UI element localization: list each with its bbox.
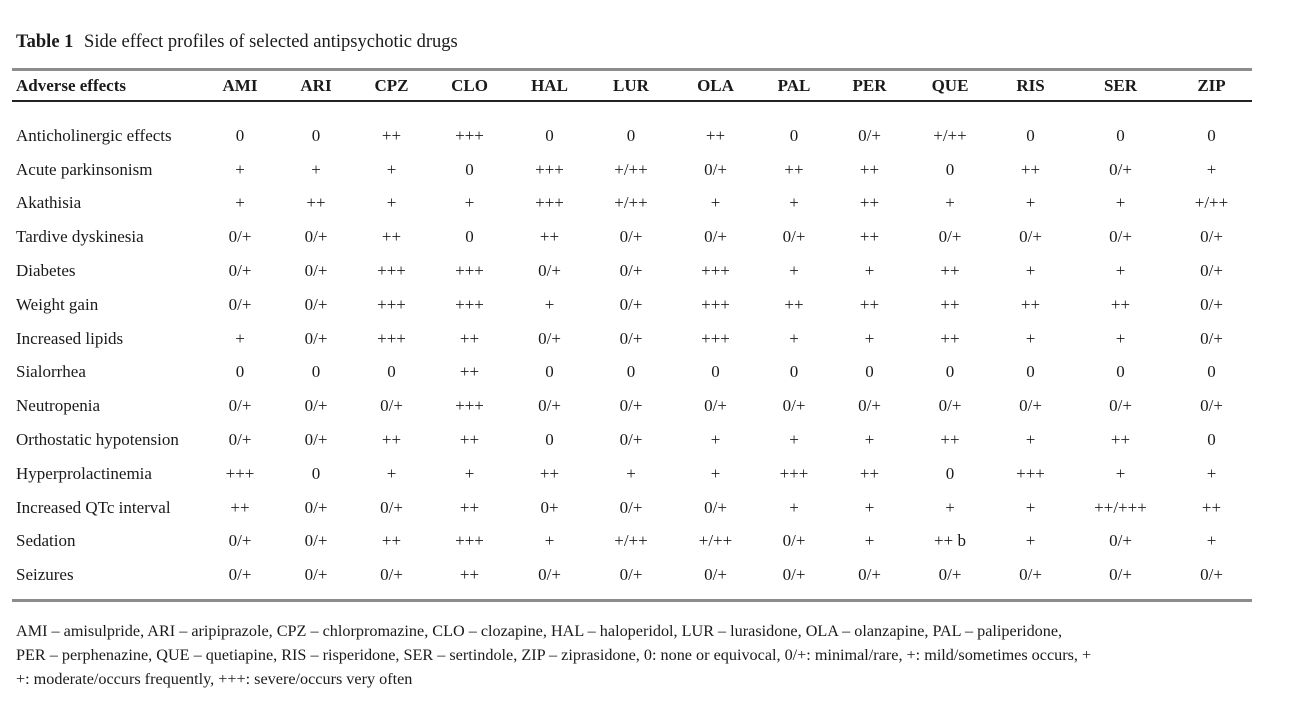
- rating-cell: 0/+: [1019, 396, 1042, 416]
- rating-cell: ++: [230, 497, 250, 517]
- rating-cell: ++: [940, 261, 960, 281]
- rating-cell: +: [386, 159, 397, 179]
- rating-cell: 0/+: [228, 261, 252, 281]
- rating-cell: 0/+: [228, 227, 252, 247]
- adverse-effect-label: Neutropenia: [16, 396, 101, 416]
- rating-cell: ++: [459, 565, 480, 585]
- rating-cell: 0/+: [619, 565, 643, 585]
- table-row: [12, 389, 1252, 423]
- rating-cell: +/++: [698, 531, 733, 551]
- rating-cell: +: [864, 261, 875, 281]
- column-header-adverse-effects: Adverse effects: [16, 76, 126, 95]
- rating-cell: +: [789, 261, 799, 281]
- rating-cell: 0/+: [1109, 531, 1132, 551]
- table-row: [12, 525, 1252, 559]
- rating-cell: +++: [377, 261, 406, 281]
- rating-cell: 0/+: [704, 227, 727, 247]
- rating-cell: 0: [1207, 362, 1216, 382]
- rating-cell: +: [710, 463, 721, 483]
- rating-cell: 0: [789, 125, 799, 145]
- rating-cell: 0/+: [380, 396, 403, 416]
- table-row: [12, 288, 1252, 322]
- rating-cell: 0/+: [619, 227, 643, 247]
- adverse-effect-label: Sedation: [16, 531, 76, 551]
- rating-cell: 0/+: [704, 497, 727, 517]
- table-footnote: [16, 619, 1254, 691]
- rating-cell: 0: [945, 159, 955, 179]
- rating-cell: 0/+: [938, 396, 962, 416]
- rating-cell: 0/+: [704, 159, 727, 179]
- rating-cell: 0: [945, 362, 955, 382]
- rating-cell: 0/+: [1019, 565, 1042, 585]
- rating-cell: 0/+: [304, 565, 328, 585]
- rating-cell: +++: [455, 261, 484, 281]
- rating-cell: +: [1206, 531, 1217, 551]
- table-row: [12, 558, 1252, 592]
- rating-cell: 0/+: [782, 565, 806, 585]
- adverse-effect-label: Acute parkinsonism: [16, 159, 153, 179]
- table-row: [12, 356, 1252, 390]
- rating-cell: +++: [1016, 463, 1045, 483]
- rating-cell: 0/+: [1200, 396, 1223, 416]
- column-header-drug: OLA: [697, 76, 734, 95]
- rating-cell: +: [626, 463, 636, 483]
- rating-cell: ++: [784, 159, 804, 179]
- rating-cell: ++: [459, 362, 480, 382]
- rating-cell: 0/+: [619, 294, 643, 314]
- rating-cell: +: [1115, 193, 1126, 213]
- rating-cell: +: [235, 328, 245, 348]
- rating-cell: 0/+: [782, 531, 806, 551]
- rating-cell: 0: [235, 362, 245, 382]
- bottom-rule: [12, 599, 1252, 602]
- rating-cell: +++: [535, 159, 564, 179]
- rating-cell: 0/+: [704, 396, 727, 416]
- table-title: Side effect profiles of selected antipsychotic drugs: [84, 32, 458, 52]
- rating-cell: 0: [626, 125, 636, 145]
- footnote-line: +: moderate/occurs frequently, +++: severe/occurs very often: [16, 670, 413, 688]
- rating-cell: 0/+: [228, 430, 252, 450]
- rating-cell: +: [1025, 430, 1036, 450]
- rating-cell: 0: [626, 362, 636, 382]
- rating-cell: ++: [859, 193, 880, 213]
- rating-cell: ++: [1201, 497, 1222, 517]
- adverse-effect-label: Increased lipids: [16, 328, 124, 348]
- rating-cell: 0/+: [1200, 328, 1223, 348]
- rating-cell: ++: [381, 430, 402, 450]
- rating-cell: +++: [779, 463, 809, 483]
- rating-cell: ++: [459, 497, 480, 517]
- rating-cell: +: [464, 463, 475, 483]
- column-header-drug: ZIP: [1197, 76, 1226, 95]
- rating-cell: 0/+: [704, 565, 727, 585]
- rating-cell: +: [1115, 463, 1126, 483]
- rating-cell: +++: [701, 328, 730, 348]
- rating-cell: 0: [465, 159, 474, 179]
- table-caption: [16, 32, 458, 53]
- rating-cell: 0/+: [228, 294, 252, 314]
- rating-cell: 0/+: [619, 497, 643, 517]
- rating-cell: 0/+: [782, 396, 806, 416]
- rating-cell: 0/+: [1109, 227, 1132, 247]
- column-header-drug: PAL: [777, 76, 811, 95]
- rating-cell: +++: [455, 396, 484, 416]
- column-header-drug: CPZ: [374, 76, 409, 95]
- rating-cell: +: [544, 531, 555, 551]
- rating-cell: +: [864, 430, 875, 450]
- rating-cell: 0+: [540, 497, 559, 517]
- rating-cell: ++: [459, 328, 480, 348]
- adverse-effect-label: Increased QTc interval: [16, 497, 171, 517]
- adverse-effect-label: Sialorrhea: [16, 362, 86, 382]
- rating-cell: 0/+: [858, 565, 881, 585]
- rating-cell: +: [1025, 261, 1036, 281]
- rating-cell: 0/+: [380, 497, 403, 517]
- rating-cell: 0/+: [619, 396, 643, 416]
- rating-cell: 0/+: [304, 294, 328, 314]
- rating-cell: 0/+: [619, 328, 643, 348]
- rating-cell: ++/+++: [1094, 497, 1147, 517]
- rating-cell: ++: [859, 227, 880, 247]
- rating-cell: +: [1025, 497, 1036, 517]
- rating-cell: +: [1115, 261, 1126, 281]
- rating-cell: 0: [545, 125, 554, 145]
- rating-cell: +: [311, 159, 321, 179]
- rating-cell: +: [1206, 159, 1217, 179]
- table-body: [12, 100, 1252, 592]
- rating-cell: +: [1206, 463, 1217, 483]
- rating-cell: +: [864, 328, 875, 348]
- rating-cell: 0/+: [858, 396, 881, 416]
- table-row: [12, 119, 1252, 153]
- rating-cell: 0: [545, 430, 554, 450]
- rating-cell: 0: [311, 362, 321, 382]
- rating-cell: +: [864, 497, 875, 517]
- rating-cell: ++: [306, 193, 326, 213]
- rating-cell: 0/+: [1109, 396, 1132, 416]
- rating-cell: 0/+: [304, 396, 328, 416]
- rating-cell: +: [464, 193, 475, 213]
- adverse-effect-label: Anticholinergic effects: [16, 125, 172, 145]
- rating-cell: 0: [545, 362, 554, 382]
- table-row: [12, 187, 1252, 221]
- rating-cell: ++: [940, 294, 960, 314]
- rating-cell: 0/+: [304, 430, 328, 450]
- rating-cell: 0/+: [782, 227, 806, 247]
- rating-cell: +/++: [614, 159, 648, 179]
- rating-cell: +++: [701, 261, 730, 281]
- rating-cell: ++: [381, 531, 402, 551]
- rating-cell: ++: [859, 159, 880, 179]
- table-row: [12, 457, 1252, 491]
- rating-cell: +: [864, 531, 875, 551]
- footnote-line: AMI – amisulpride, ARI – aripiprazole, CPZ – chlorpromazine, CLO – clozapine, HAL – haloperidol, LUR – lurasidone, OLA – olanzapine, PAL – paliperidone,: [16, 622, 1063, 640]
- rating-cell: +++: [377, 294, 406, 314]
- rating-cell: +: [710, 193, 721, 213]
- rating-cell: ++: [784, 294, 804, 314]
- rating-cell: ++: [705, 125, 726, 145]
- rating-cell: 0/+: [380, 565, 403, 585]
- rating-cell: ++: [1110, 294, 1131, 314]
- adverse-effect-label: Seizures: [16, 565, 74, 585]
- table-row: [12, 491, 1252, 525]
- rating-cell: ++: [459, 430, 480, 450]
- rating-cell: +: [235, 193, 245, 213]
- rating-cell: 0: [465, 227, 474, 247]
- rating-cell: 0/+: [538, 396, 561, 416]
- rating-cell: 0/+: [304, 531, 328, 551]
- rating-cell: 0/+: [1019, 227, 1042, 247]
- rating-cell: +: [1025, 193, 1036, 213]
- rating-cell: 0: [945, 463, 955, 483]
- column-header-drug: AMI: [222, 76, 258, 95]
- rating-cell: 0/+: [619, 430, 643, 450]
- rating-cell: 0: [1026, 125, 1035, 145]
- footnote-line: PER – perphenazine, QUE – quetiapine, RIS – risperidone, SER – sertindole, ZIP – ziprasidone, 0: none or equivocal, 0/+: minimal/rare, +: mild/sometimes occurs, +: [16, 646, 1092, 664]
- rating-cell: ++: [940, 328, 960, 348]
- rating-cell: 0/+: [1200, 227, 1223, 247]
- rating-cell: 0/+: [228, 565, 252, 585]
- rating-cell: 0: [311, 125, 321, 145]
- table-row: [12, 254, 1252, 288]
- rating-cell: 0/+: [1200, 565, 1223, 585]
- column-header-drug: ARI: [300, 76, 332, 95]
- rating-cell: +++: [455, 531, 484, 551]
- column-header-drug: PER: [852, 76, 887, 95]
- adverse-effect-label: Orthostatic hypotension: [16, 430, 179, 450]
- rating-cell: +++: [225, 463, 255, 483]
- table-row: [12, 322, 1252, 356]
- rating-cell: +: [235, 159, 245, 179]
- rating-cell: ++: [859, 463, 880, 483]
- header-row: [12, 72, 1252, 100]
- rating-cell: +: [1025, 328, 1036, 348]
- rating-cell: 0/+: [619, 261, 643, 281]
- rating-cell: 0/+: [1109, 565, 1132, 585]
- rating-cell: 0: [711, 362, 720, 382]
- rating-cell: +++: [377, 328, 406, 348]
- rating-cell: 0/+: [304, 261, 328, 281]
- rating-cell: 0/+: [938, 565, 962, 585]
- rating-cell: 0/+: [228, 531, 252, 551]
- adverse-effect-label: Tardive dyskinesia: [16, 227, 144, 247]
- table-row: [12, 153, 1252, 187]
- rating-cell: ++: [381, 227, 402, 247]
- column-header-drug: RIS: [1016, 76, 1045, 95]
- rating-cell: +: [789, 430, 799, 450]
- side-effects-table: [12, 72, 1252, 592]
- rating-cell: 0/+: [538, 565, 561, 585]
- rating-cell: +: [544, 294, 555, 314]
- table-row: [12, 220, 1252, 254]
- rating-cell: ++: [381, 125, 402, 145]
- table-label: Table 1: [16, 32, 74, 52]
- rating-cell: 0/+: [1200, 294, 1223, 314]
- rating-cell: +: [386, 463, 397, 483]
- header-spacer: [12, 100, 1252, 119]
- rating-cell: +: [1115, 328, 1126, 348]
- rating-cell: 0: [387, 362, 396, 382]
- rating-cell: 0/+: [304, 328, 328, 348]
- rating-cell: +++: [455, 125, 484, 145]
- rating-cell: ++: [940, 430, 960, 450]
- rating-cell: ++: [1020, 159, 1041, 179]
- rating-cell: 0: [789, 362, 799, 382]
- rating-cell: +: [710, 430, 721, 450]
- rating-cell: 0/+: [858, 125, 881, 145]
- rating-cell: 0/+: [938, 227, 962, 247]
- rating-cell: +: [789, 328, 799, 348]
- rating-cell: 0/+: [538, 328, 561, 348]
- rating-cell: 0/+: [1200, 261, 1223, 281]
- rating-cell: +/++: [1194, 193, 1229, 213]
- rating-cell: +++: [535, 193, 564, 213]
- rating-cell: 0/+: [304, 227, 328, 247]
- top-rule: [12, 68, 1252, 71]
- rating-cell: 0: [865, 362, 874, 382]
- table-row: [12, 423, 1252, 457]
- rating-cell: +: [945, 193, 955, 213]
- rating-cell: +: [945, 497, 955, 517]
- rating-cell: +: [1025, 531, 1036, 551]
- adverse-effect-label: Hyperprolactinemia: [16, 463, 152, 483]
- rating-cell: 0: [1207, 125, 1216, 145]
- adverse-effect-label: Akathisia: [16, 193, 82, 213]
- rating-cell: 0: [1207, 430, 1216, 450]
- rating-cell: ++: [1110, 430, 1131, 450]
- rating-cell: +++: [455, 294, 484, 314]
- column-header-drug: LUR: [613, 76, 649, 95]
- rating-cell: +/++: [614, 193, 648, 213]
- rating-cell: 0: [235, 125, 245, 145]
- rating-cell: 0/+: [538, 261, 561, 281]
- rating-cell: 0: [1026, 362, 1035, 382]
- adverse-effect-label: Diabetes: [16, 261, 76, 281]
- rating-cell: ++: [859, 294, 880, 314]
- rating-cell: 0: [311, 463, 321, 483]
- rating-cell: +/++: [614, 531, 648, 551]
- column-header-drug: SER: [1103, 76, 1138, 95]
- rating-cell: ++: [539, 227, 560, 247]
- rating-cell: 0: [1116, 125, 1125, 145]
- rating-cell: 0/+: [1109, 159, 1132, 179]
- rating-cell: ++ b: [934, 531, 966, 551]
- column-header-drug: CLO: [451, 76, 488, 95]
- rating-cell: 0/+: [228, 396, 252, 416]
- rating-cell: 0: [1116, 362, 1125, 382]
- rating-cell: +: [386, 193, 397, 213]
- rating-cell: +/++: [933, 125, 967, 145]
- adverse-effect-label: Weight gain: [16, 294, 99, 314]
- rating-cell: 0/+: [304, 497, 328, 517]
- rating-cell: +++: [701, 294, 730, 314]
- column-header-drug: QUE: [931, 76, 969, 95]
- rating-cell: ++: [539, 463, 560, 483]
- rating-cell: ++: [1020, 294, 1041, 314]
- rating-cell: +: [789, 497, 799, 517]
- rating-cell: +: [789, 193, 799, 213]
- column-header-drug: HAL: [531, 76, 568, 95]
